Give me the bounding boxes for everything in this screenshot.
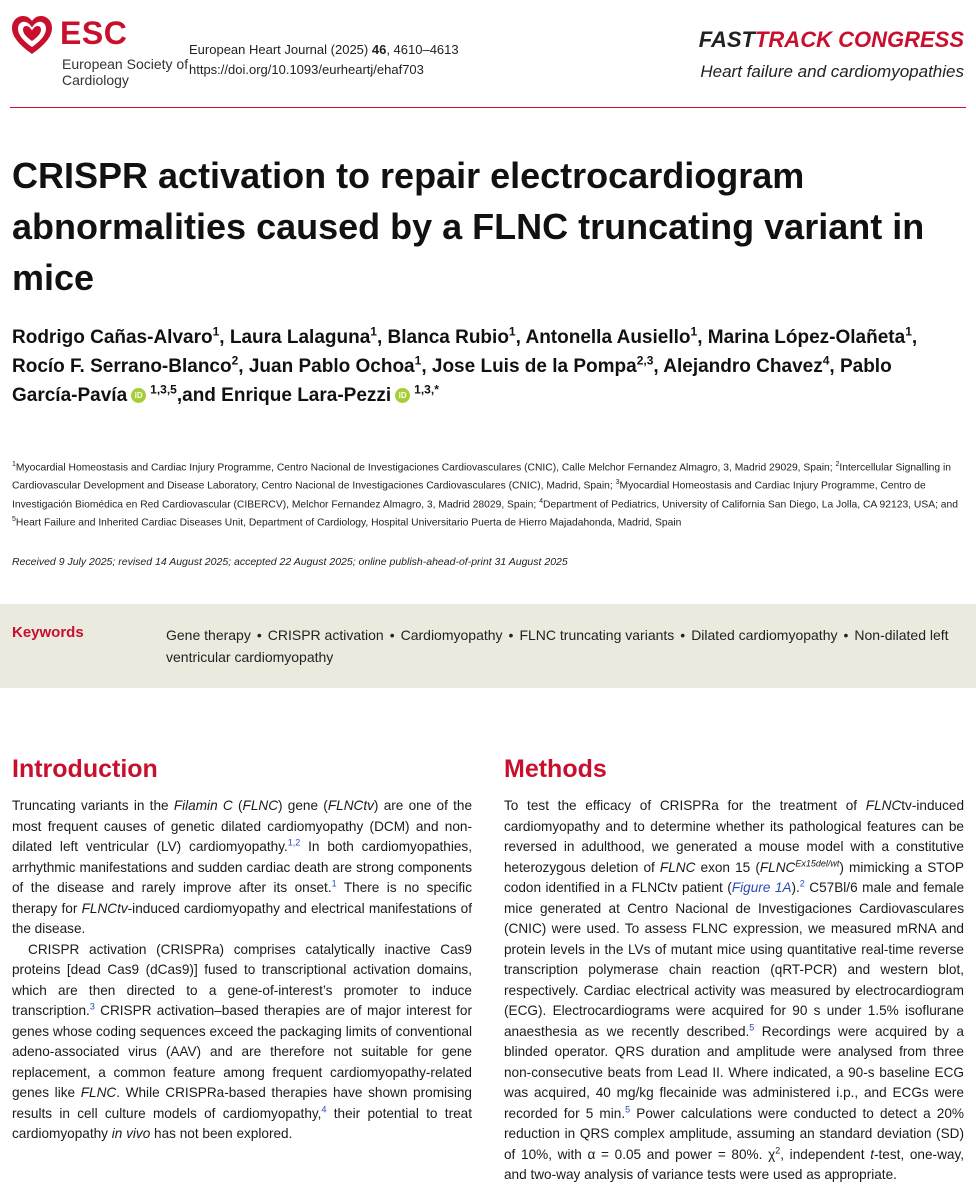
author-name: and Enrique Lara-Pezzi: [182, 385, 392, 406]
text-run: ) mimicking a STOP codon identified in a FLNCtv patient (: [504, 859, 964, 895]
journal-citation: [189, 40, 459, 80]
orcid-icon[interactable]: iD: [131, 388, 146, 403]
reference-citation[interactable]: 4: [321, 1103, 327, 1114]
italic-term: FLNC: [80, 1085, 117, 1100]
affiliation-number: 4: [539, 497, 544, 505]
text-run: To test the efficacy of CRISPRa for the treatment of: [504, 798, 866, 813]
italic-term: FLNC: [865, 798, 902, 813]
author-affiliation-number: 1: [414, 353, 422, 368]
text-run: their potential to treat cardiomyopathy: [12, 1105, 472, 1141]
author-affiliation-number: 1: [212, 324, 220, 339]
keyword-item: Gene therapy: [166, 627, 251, 643]
exponent: 2: [775, 1144, 781, 1155]
text-run: , independent: [780, 1146, 871, 1162]
text-run: has not been explored.: [150, 1126, 293, 1141]
keyword-item: Non-dilated left ventricular cardiomyopathy: [166, 627, 949, 665]
methods-paragraph-1: [504, 796, 964, 1186]
intro-paragraph-1: [12, 796, 472, 940]
keywords-box: [0, 604, 976, 688]
italic-term: FLNCtv: [81, 900, 128, 916]
affiliation-text: Myocardial Homeostasis and Cardiac Injury Programme, Centro Nacional de Investigaciones Cardiovasculares (CNIC), Calle Melchor Fernandez Almagro, 3, Madrid 29029, Spain;: [15, 462, 836, 474]
author-name: Rocío F. Serrano-Blanco: [12, 356, 232, 377]
affiliation-number: 3: [615, 479, 620, 487]
author-affiliation-number: 1: [370, 324, 377, 339]
italic-term: in vivo: [111, 1126, 151, 1141]
intro-paragraph-2: [12, 940, 472, 1145]
text-run: CRISPR activation (CRISPRa) comprises catalytically inactive Cas9 proteins [dead Cas9 (dCas9)] fused to transcriptional activation domains, which are then directed to a gene-of-interest’s promoter to induce transcription.: [12, 941, 472, 1018]
author-name: Antonella Ausiello: [525, 327, 691, 348]
journal-volume: 46: [371, 42, 387, 57]
author-separator: ,: [219, 327, 230, 348]
keywords-list: [166, 624, 966, 668]
orcid-icon[interactable]: iD: [395, 388, 410, 403]
header-divider: [10, 107, 966, 108]
keyword-item: Cardiomyopathy: [400, 627, 503, 643]
text-run: exon 15 (: [695, 859, 760, 875]
text-run: -induced cardiomyopathy and electrical manifestations of the disease.: [12, 900, 472, 936]
esc-abbreviation: ESC: [60, 15, 128, 51]
esc-heart-logo-icon: [10, 14, 54, 58]
methods-heading: Methods: [504, 755, 607, 783]
affiliation-text: Myocardial Homeostasis and Cardiac Injury Programme, Centro de Investigación Biomédica en Red Cardiovascular (CIBERCV), Melchor Fernandez Almagro, 3, Madrid 28029, Spain;: [12, 480, 926, 511]
introduction-section: [12, 754, 472, 1145]
keyword-item: Dilated cardiomyopathy: [691, 627, 838, 643]
gene-superscript: Ex15del/wt: [795, 857, 840, 868]
text-run: Recordings were acquired by a blinded operator. QRS duration and amplitude were analysed from three non-consecutive beats from Lead II. Where indicated, a 90-s baseline ECG was acquired, 40 mg/kg flecainide was administered i.p., and ECGs were recorded for 5 min.: [504, 1023, 964, 1121]
text-run: (: [232, 798, 243, 813]
reference-citation[interactable]: 1,2: [287, 837, 301, 848]
italic-term: Filamin C: [173, 798, 233, 813]
author-affiliation-number: 1,3,5: [150, 382, 177, 397]
author-separator: ,: [911, 327, 918, 348]
text-run: . While CRISPRa-based therapies have shown promising results in cell culture models of cardiomyopathy,: [12, 1085, 472, 1121]
keyword-separator: •: [680, 627, 686, 643]
affiliation-text: Department of Pediatrics, University of California San Diego, La Jolla, CA 92123, USA; and: [543, 499, 958, 511]
doi-link[interactable]: https://doi.org/10.1093/eurheartj/ehaf703: [189, 62, 424, 77]
affiliation-text: Intercellular Signalling in Cardiovascular Development and Disease Laboratory, Centro Nacional de Investigaciones Cardiovasculares (CNIC), Madrid, Spain;: [12, 462, 951, 492]
journal-pages: , 4610–4613: [386, 42, 459, 57]
affiliation-number: 2: [835, 461, 840, 468]
fasttrack-congress-label: [699, 26, 964, 54]
journal-year: (2025): [330, 42, 369, 57]
author-separator: ,: [376, 327, 388, 348]
track-congress-label: TRACK CONGRESS: [754, 27, 964, 52]
introduction-body: [12, 796, 472, 1145]
author-separator: ,: [176, 385, 183, 406]
keyword-item: CRISPR activation: [267, 627, 384, 643]
author-name: Juan Pablo Ochoa: [248, 356, 415, 377]
italic-term: FLNC: [759, 859, 796, 875]
author-name: Jose Luis de la Pompa: [431, 356, 637, 377]
keyword-separator: •: [389, 627, 395, 643]
author-affiliation-number: 2,3: [636, 353, 654, 368]
affiliation-number: 1: [12, 461, 16, 468]
text-run: ) are one of the most frequent causes of genetic dilated cardiomyopathy (DCM) and non-dilated left ventricular (LV) cardiomyopathy.: [12, 798, 473, 854]
italic-term: t: [870, 1146, 874, 1162]
author-name: Alejandro Chavez: [663, 356, 823, 377]
methods-section: [504, 754, 964, 1186]
author-separator: ,: [515, 327, 526, 348]
italic-term: FLNCtv: [327, 798, 374, 813]
journal-name: European Heart Journal: [189, 42, 328, 57]
article-title: CRISPR activation to repair electrocardiogram abnormalities caused by a FLNC truncating variant in mice: [12, 155, 925, 298]
author-name: Blanca Rubio: [387, 327, 509, 348]
author-name: Pablo García-Pavía: [12, 356, 892, 406]
author-affiliation-number: 4: [822, 353, 830, 368]
esc-full-name: European Society of Cardiology: [62, 56, 189, 88]
text-run: -test, one-way, and two-way analysis of variance tests were used as appropriate.: [504, 1146, 965, 1182]
keywords-label: Keywords: [12, 624, 84, 641]
reference-citation[interactable]: 2: [799, 878, 805, 889]
fast-label: FAST: [698, 27, 755, 52]
author-separator: ,: [238, 356, 249, 377]
topic-label: Heart failure and cardiomyopathies: [700, 62, 964, 81]
author-name: Marina López-Olañeta: [707, 327, 906, 348]
affiliations: [12, 457, 962, 531]
keyword-item: FLNC truncating variants: [519, 627, 675, 643]
author-affiliation-number: 1: [905, 324, 912, 339]
text-run: ).: [791, 880, 800, 895]
keyword-separator: •: [508, 627, 514, 643]
keyword-separator: •: [843, 627, 849, 643]
figure-link[interactable]: Figure 1A: [731, 880, 792, 895]
author-name: Laura Lalaguna: [229, 327, 371, 348]
author-list: [12, 323, 962, 410]
reference-citation[interactable]: 3: [89, 1001, 95, 1012]
author-separator: ,: [653, 356, 664, 377]
affiliation-number: 5: [12, 516, 16, 524]
author-affiliation-number: 1: [690, 324, 698, 339]
author-affiliation-number: 1,3,*: [414, 382, 439, 397]
author-separator: ,: [697, 327, 708, 348]
introduction-heading: Introduction: [12, 755, 158, 783]
received-dates: Received 9 July 2025; revised 14 August 2025; accepted 22 August 2025; online publish-ahead-of-print 31 August 2025: [12, 556, 568, 568]
author-affiliation-number: 1: [508, 324, 516, 339]
text-run: tv-induced cardiomyopathy and to determine whether its pathological features can be reversed in adulthood, we generated a mouse model with a constitutive heterozygous deletion of: [504, 798, 964, 875]
author-separator: ,: [829, 356, 840, 377]
text-run: Power calculations were conducted to detect a 20% reduction in QRS complex amplitude, assuming an standard deviation (SD) of 10%, with α = 0.05 and power = 80%. χ: [504, 1105, 964, 1162]
reference-citation[interactable]: 1: [331, 878, 337, 889]
text-run: ) gene (: [278, 798, 328, 813]
author-separator: ,: [421, 356, 432, 377]
author-affiliation-number: 2: [231, 353, 239, 368]
affiliation-text: Heart Failure and Inherited Cardiac Diseases Unit, Department of Cardiology, Hospital Universitario Puerta de Hierro Majadahonda, Madrid, Spain: [15, 517, 682, 529]
text-run: C57Bl/6 male and female mice generated at Centro Nacional de Investigaciones Cardiovasculares (CNIC) were used. To assess FLNC expression, we measured mRNA and protein levels in the LVs of mutant mice using quantitative real-time reverse transcription polymerase chain reaction (qRT-PCR) and western blot, respectively. Cardiac electrical activity was measured by electrocardiogram (ECG). Electrocardiograms were acquired for 90 s under 1.5% isoflurane anaesthesia as we recently described.: [504, 880, 965, 1039]
text-run: CRISPR activation–based therapies are of major interest for genes whose coding sequences exceed the packaging limits of conventional adeno-associated virus (AAV) and are therefore not suitable for gene replacement, a common feature among frequent cardiomyopathy-related genes like: [12, 1003, 472, 1100]
reference-citation[interactable]: 5: [625, 1103, 631, 1114]
italic-term: FLNC: [242, 798, 279, 813]
author-name: Rodrigo Cañas-Alvaro: [12, 327, 213, 348]
text-run: There is no specific therapy for: [12, 880, 472, 916]
italic-term: FLNC: [659, 859, 696, 875]
page-header: [0, 0, 976, 108]
text-run: Truncating variants in the: [12, 798, 174, 813]
keyword-separator: •: [256, 627, 262, 643]
text-run: In both cardiomyopathies, arrhythmic manifestations and sudden cardiac death are strong components of the disease and rarely improve after its onset.: [12, 839, 472, 895]
methods-body: [504, 796, 964, 1186]
reference-citation[interactable]: 5: [749, 1021, 755, 1032]
